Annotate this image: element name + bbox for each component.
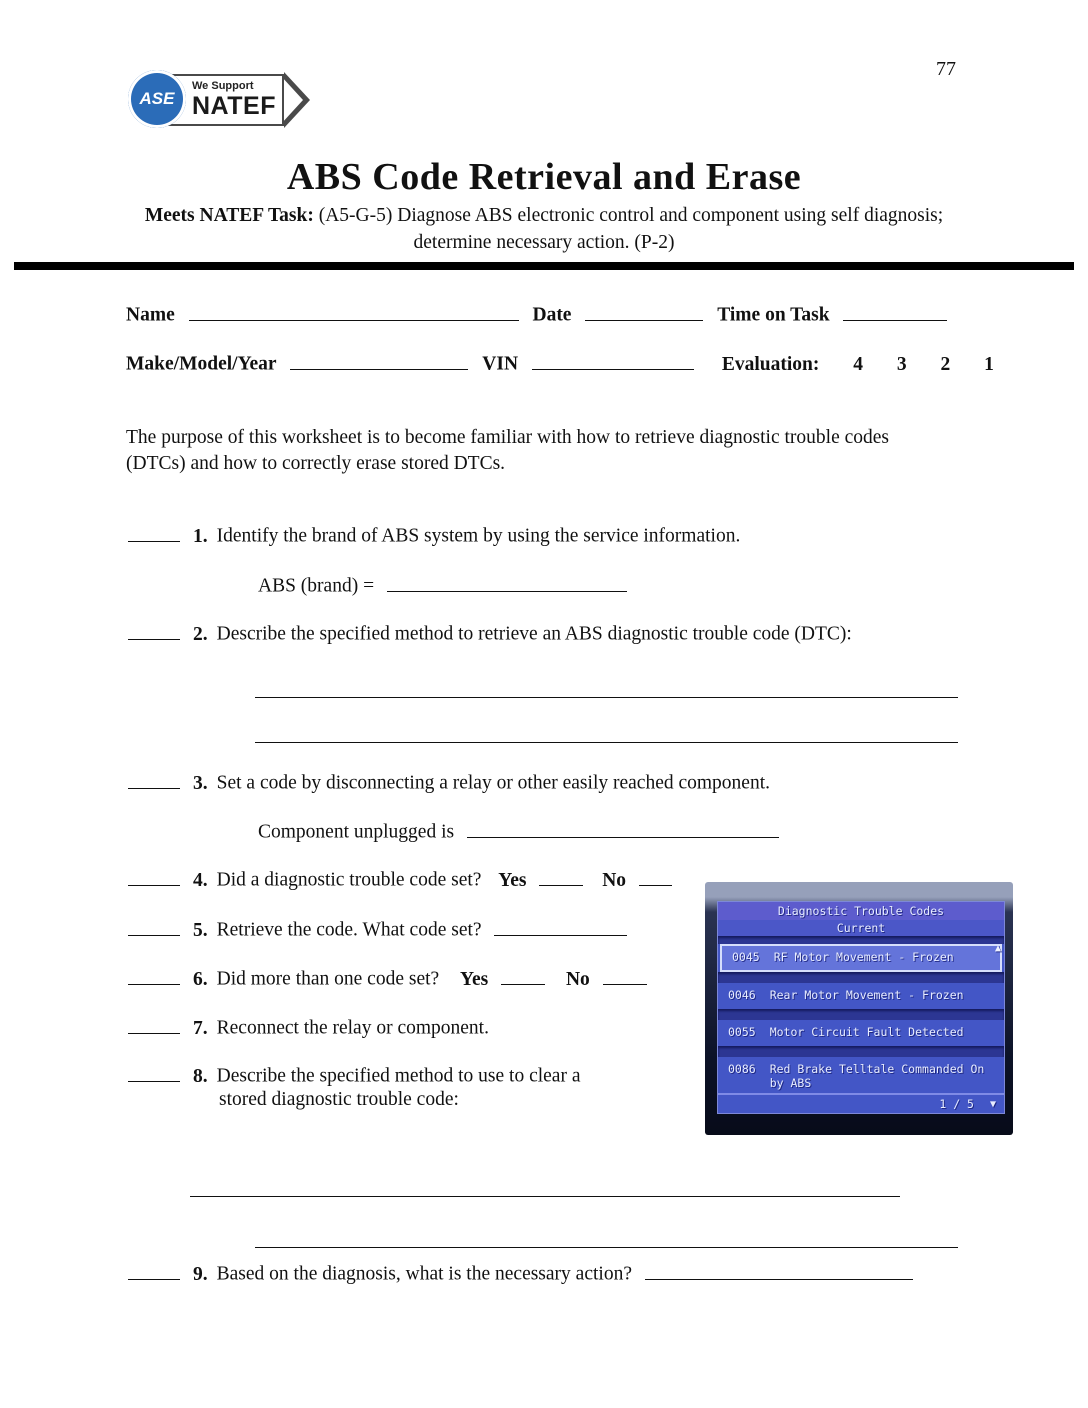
dtc-description: RF Motor Movement - Frozen [773,950,954,964]
form-line-vehicle [126,351,994,376]
question-8-answer-line-2 [255,1247,958,1248]
question-2-answer-line-1 [255,697,958,698]
question-number: 8. [193,1065,208,1087]
score-blank [128,1015,180,1034]
question-6 [128,966,647,991]
abs-brand-label: ABS (brand) = [258,575,375,597]
form-line-name-date [126,302,947,327]
question-1 [128,523,740,548]
dtc-code: 0046 [728,988,756,1002]
name-blank [189,302,519,321]
yes-label: Yes [460,968,489,990]
scan-subtitle-bar: Current [718,920,1004,936]
score-blank [128,523,180,542]
dtc-row-0055 [718,1020,1004,1046]
dtc-row-0045 [720,944,1002,972]
task-label: Meets NATEF Task: [144,205,314,226]
question-number: 5. [193,919,208,941]
natef-task-line [124,203,964,257]
component-unplugged-label: Component unplugged is [258,821,455,843]
divider [718,972,1004,983]
question-text: Reconnect the relay or component. [216,1017,489,1039]
scroll-up-icon[interactable]: ▲ [994,943,1001,954]
purpose-paragraph: The purpose of this worksheet is to become familiar with how to retrieve diagnostic trouble codes (DTCs) and how to correctly erase stored DTCs. [126,427,890,475]
question-text: Identify the brand of ABS system by using the service information. [216,525,741,547]
yes-label: Yes [498,869,527,891]
scan-footer [718,1093,1004,1113]
vin-blank [532,351,694,370]
natef-logo [128,56,313,151]
dtc-row-0086 [718,1057,1004,1094]
question-8-text-line-2: stored diagnostic trouble code: [219,1089,459,1110]
question-text: Did a diagnostic trouble code set? [216,869,482,891]
dtc-code: 0086 [728,1062,756,1076]
question-7 [128,1015,489,1040]
question-text: Did more than one code set? [216,968,440,990]
scan-tool-screen [717,901,1005,1114]
no-label: No [602,869,627,891]
question-9 [128,1261,913,1286]
question-number: 6. [193,968,208,990]
question-8-answer-line-1 [190,1196,900,1197]
score-blank [128,966,180,985]
question-5 [128,917,627,942]
page-indicator: 1 / 5 [939,1097,974,1111]
dtc-description: Red Brake Telltale Commanded On by ABS [769,1062,985,1090]
question-number: 1. [193,525,208,547]
question-text: Set a code by disconnecting a relay or other easily reached component. [216,772,770,794]
time-on-task-label: Time on Task [717,304,830,326]
scan-title-bar: Diagnostic Trouble Codes [718,902,1004,920]
score-blank [128,1261,180,1280]
score-blank [128,770,180,789]
divider [718,1009,1004,1020]
dtc-code: 0055 [728,1025,756,1039]
logo-org-text: NATEF [192,92,276,120]
no-blank [603,966,647,985]
no-label: No [565,968,590,990]
question-number: 4. [193,869,208,891]
eval-score-4: 4 [853,353,863,375]
question-2 [128,621,852,646]
ase-badge-icon: ASE [128,70,186,128]
name-label: Name [126,304,175,326]
question-4 [128,867,672,892]
divider [718,1046,1004,1057]
dtc-row-0046 [718,983,1004,1009]
date-blank [585,302,703,321]
yes-blank [501,966,545,985]
necessary-action-blank [645,1261,913,1280]
yes-blank [539,867,583,886]
dtc-description: Motor Circuit Fault Detected [769,1025,964,1039]
abs-brand-blank [387,573,627,592]
question-3 [128,770,770,795]
scan-tool-photo [705,882,1013,1135]
date-label: Date [532,304,572,326]
question-text-line-1: Describe the specified method to use to clear a [216,1065,581,1087]
question-text: Retrieve the code. What code set? [216,919,482,941]
question-2-answer-line-2 [255,742,958,743]
divider [718,936,1004,944]
score-blank [128,1063,180,1082]
question-number: 2. [193,623,208,645]
question-8 [128,1063,580,1088]
score-blank [128,867,180,886]
dtc-code: 0045 [732,950,760,964]
no-blank [639,867,672,886]
question-number: 9. [193,1263,208,1285]
vin-label: VIN [482,353,519,375]
eval-score-2: 2 [940,353,951,375]
eval-score-1: 1 [984,353,994,375]
scroll-down-icon[interactable]: ▼ [989,1098,996,1110]
time-on-task-blank [843,302,947,321]
question-number: 7. [193,1017,208,1039]
dtc-description: Rear Motor Movement - Frozen [769,988,964,1002]
code-set-blank [494,917,627,936]
question-text: Describe the specified method to retrieve an ABS diagnostic trouble code (DTC): [216,623,852,645]
score-blank [128,917,180,936]
page-title: ABS Code Retrieval and Erase [286,156,802,198]
eval-score-3: 3 [896,353,907,375]
question-1-answer-line [258,573,627,598]
page-number: 77 [936,58,956,80]
logo-support-text: We Support [192,80,254,92]
score-blank [128,621,180,640]
task-text: (A5-G-5) Diagnose ABS electronic control and component using self diagnosis; determine necessary action. (P-2) [318,205,944,253]
question-text: Based on the diagnosis, what is the necessary action? [216,1263,632,1285]
evaluation-label: Evaluation: [721,353,820,375]
question-3-answer-line [258,819,779,844]
question-number: 3. [193,772,208,794]
component-unplugged-blank [467,819,779,838]
make-model-year-label: Make/Model/Year [126,353,277,375]
header-rule [14,262,1074,270]
make-model-year-blank [290,351,468,370]
